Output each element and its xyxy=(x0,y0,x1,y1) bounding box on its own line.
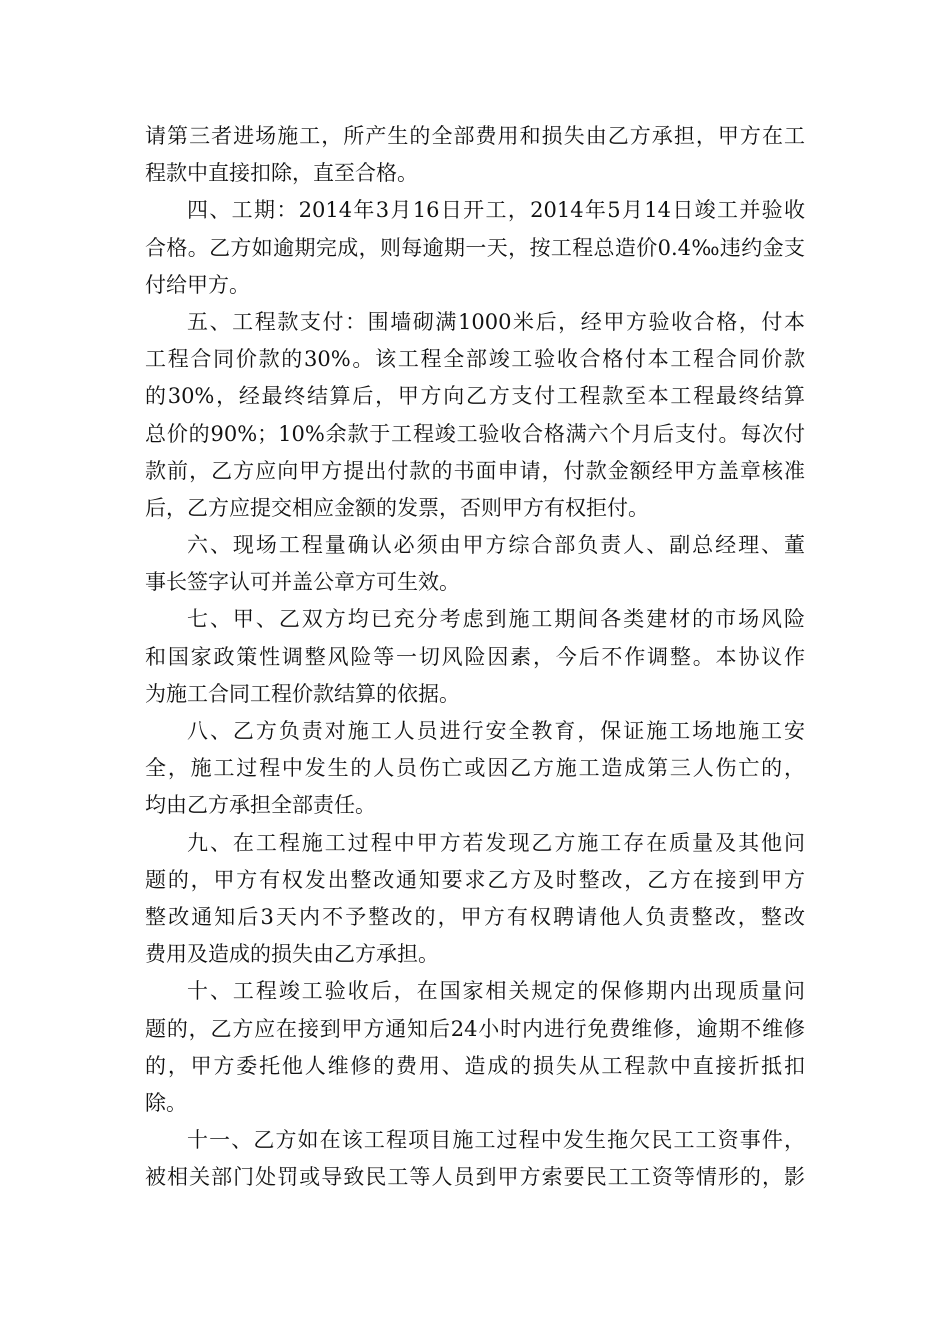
text-line: 整改通知后3天内不予整改的，甲方有权聘请他人负责整改，整改 xyxy=(145,904,805,929)
text-line: 七、甲、乙双方均已充分考虑到施工期间各类建材的市场风险 xyxy=(187,607,805,632)
text-line: 除。 xyxy=(145,1090,187,1115)
text-line: 十、工程竣工验收后，在国家相关规定的保修期内出现质量问 xyxy=(187,979,805,1004)
text-line: 程款中直接扣除，直至合格。 xyxy=(145,161,418,186)
text-line: 后，乙方应提交相应金额的发票，否则甲方有权拒付。 xyxy=(145,495,649,520)
text-line: 的，甲方委托他人维修的费用、造成的损失从工程款中直接折抵扣 xyxy=(145,1053,805,1078)
text-line: 为施工合同工程价款结算的依据。 xyxy=(145,681,460,706)
text-line: 四、工期：2014年3月16日开工，2014年5月14日竣工并验收 xyxy=(187,198,805,223)
text-line: 和国家政策性调整风险等一切风险因素，今后不作调整。本协议作 xyxy=(145,644,805,669)
text-line: 题的，甲方有权发出整改通知要求乙方及时整改，乙方在接到甲方 xyxy=(145,867,805,892)
text-line: 五、工程款支付：围墙砌满1000米后，经甲方验收合格，付本 xyxy=(187,309,805,334)
text-line: 总价的90%；10%余款于工程竣工验收合格满六个月后支付。每次付 xyxy=(145,421,805,446)
text-line: 九、在工程施工过程中甲方若发现乙方施工存在质量及其他问 xyxy=(187,830,805,855)
text-line: 事长签字认可并盖公章方可生效。 xyxy=(145,570,460,595)
text-line: 题的，乙方应在接到甲方通知后24小时内进行免费维修，逾期不维修 xyxy=(145,1016,805,1041)
text-line: 六、现场工程量确认必须由甲方综合部负责人、副总经理、董 xyxy=(187,533,805,558)
text-line: 八、乙方负责对施工人员进行安全教育，保证施工场地施工安 xyxy=(187,719,805,743)
text-line: 合格。乙方如逾期完成，则每逾期一天，按工程总造价0.4‰违约金支 xyxy=(145,235,805,260)
text-line: 工程合同价款的30%。该工程全部竣工验收合格付本工程合同价款 xyxy=(145,347,805,372)
text-line: 全，施工过程中发生的人员伤亡或因乙方施工造成第三人伤亡的， xyxy=(145,756,805,781)
document-page xyxy=(145,118,805,1196)
text-line: 费用及造成的损失由乙方承担。 xyxy=(145,942,439,967)
text-line: 付给甲方。 xyxy=(145,272,250,297)
text-line: 十一、乙方如在该工程项目施工过程中发生拖欠民工工资事件， xyxy=(187,1128,805,1153)
text-line: 请第三者进场施工，所产生的全部费用和损失由乙方承担，甲方在工 xyxy=(145,124,805,148)
text-line: 款前，乙方应向甲方提出付款的书面申请，付款金额经甲方盖章核准 xyxy=(145,458,805,483)
text-line: 被相关部门处罚或导致民工等人员到甲方索要民工工资等情形的，影 xyxy=(145,1165,805,1190)
text-line: 的30%，经最终结算后，甲方向乙方支付工程款至本工程最终结算 xyxy=(145,384,805,409)
text-line: 均由乙方承担全部责任。 xyxy=(145,793,376,818)
